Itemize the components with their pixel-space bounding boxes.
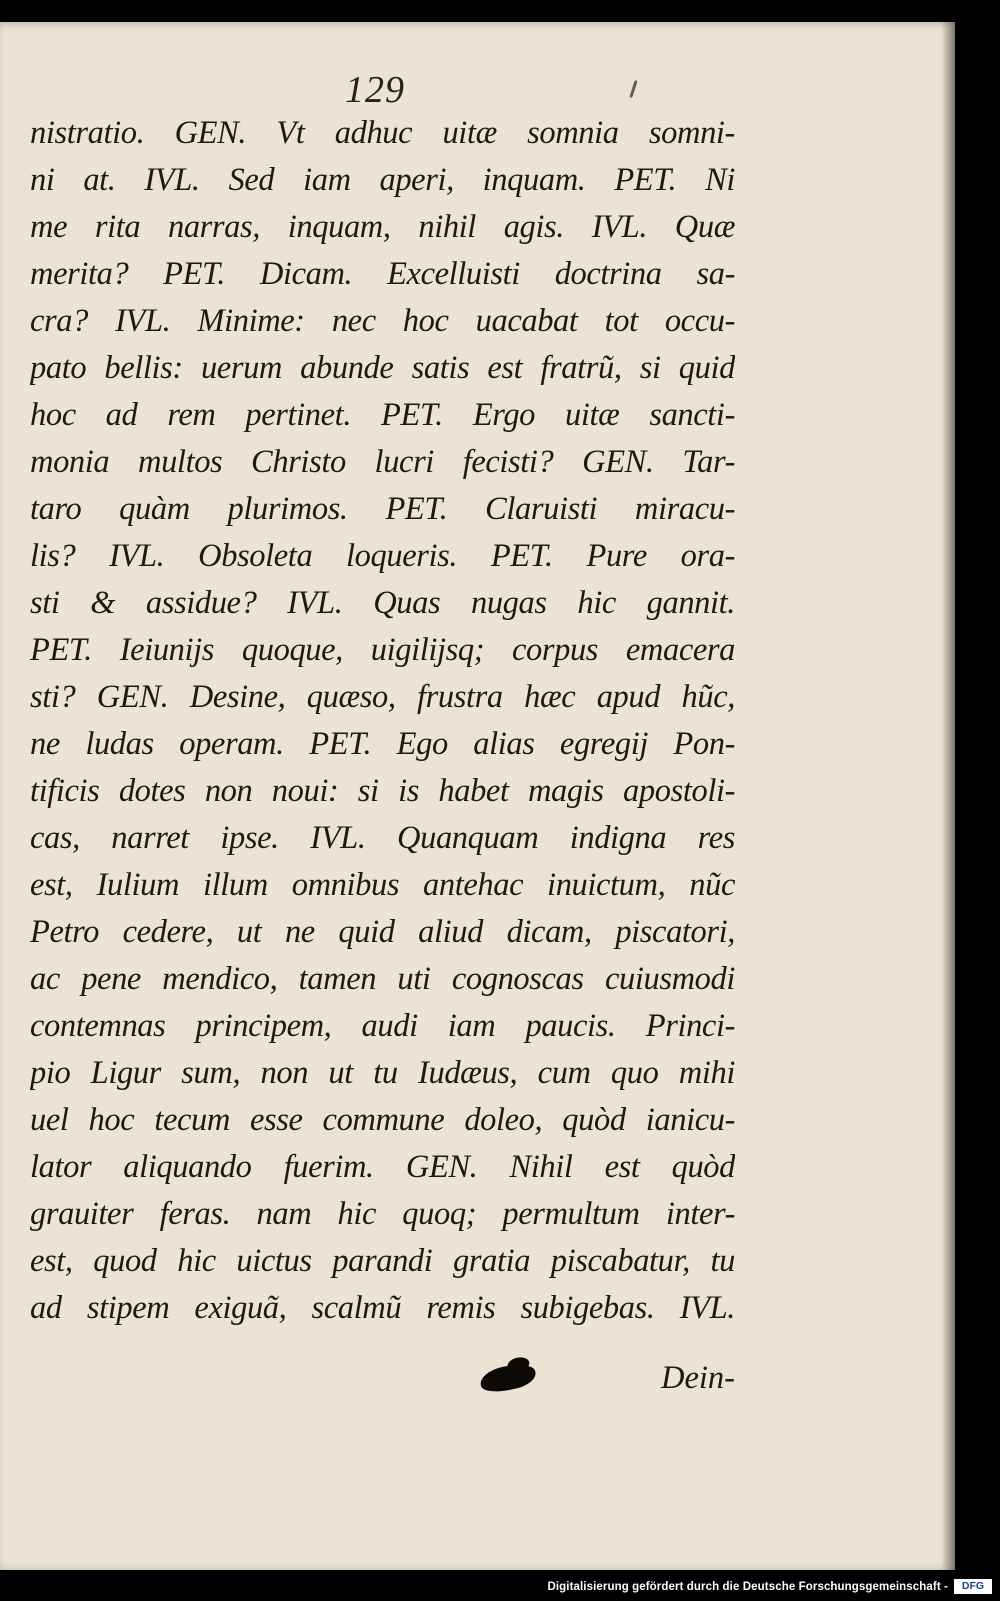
dfg-logo-icon: DFG (954, 1579, 992, 1594)
text-line: contemnas principem, audi iam paucis. Princi- (30, 1008, 735, 1044)
text-line: lis? IVL. Obsoleta loqueris. PET. Pure ora- (30, 538, 735, 574)
text-line: ad stipem exiguã, scalmũ remis subigebas. IVL. (30, 1290, 735, 1326)
text-line: pato bellis: uerum abunde satis est fratrũ, si quid (30, 350, 735, 386)
catchword-row (30, 1360, 735, 1410)
text-line: cas, narret ipse. IVL. Quanquam indigna res (30, 820, 735, 856)
pen-stroke-mark (629, 80, 637, 98)
catchword: Dein- (661, 1360, 735, 1396)
text-line: Petro cedere, ut ne quid aliud dicam, piscatori, (30, 914, 735, 950)
text-line: hoc ad rem pertinet. PET. Ergo uitæ sancti- (30, 397, 735, 433)
text-line: sti & assidue? IVL. Quas nugas hic gannit. (30, 585, 735, 621)
text-line: sti? GEN. Desine, quæso, frustra hæc apud hũc, (30, 679, 735, 715)
footer-bar (0, 1570, 1000, 1601)
text-line: me rita narras, inquam, nihil agis. IVL. Quæ (30, 209, 735, 245)
book-page (0, 22, 955, 1570)
text-line: taro quàm plurimos. PET. Claruisti miracu- (30, 491, 735, 527)
text-line: grauiter feras. nam hic quoq; permultum inter- (30, 1196, 735, 1232)
text-line: ne ludas operam. PET. Ego alias egregij Pon- (30, 726, 735, 762)
page-number: 129 (345, 69, 405, 111)
text-line: PET. Ieiunijs quoque, uigilijsq; corpus emacera (30, 632, 735, 668)
text-line: tificis dotes non noui: si is habet magis apostoli- (30, 773, 735, 809)
text-line: ac pene mendico, tamen uti cognoscas cuiusmodi (30, 961, 735, 997)
text-line: nistratio. GEN. Vt adhuc uitæ somnia somni- (30, 115, 735, 151)
text-line: monia multos Christo lucri fecisti? GEN. Tar- (30, 444, 735, 480)
text-line: merita? PET. Dicam. Excelluisti doctrina sa- (30, 256, 735, 292)
text-line: uel hoc tecum esse commune doleo, quòd ianicu- (30, 1102, 735, 1138)
text-line: cra? IVL. Minime: nec hoc uacabat tot occu- (30, 303, 735, 339)
text-line: est, Iulium illum omnibus antehac inuictum, nũc (30, 867, 735, 903)
text-line: est, quod hic uictus parandi gratia piscabatur, tu (30, 1243, 735, 1279)
text-line: pio Ligur sum, non ut tu Iudæus, cum quo mihi (30, 1055, 735, 1091)
text-line: ni at. IVL. Sed iam aperi, inquam. PET. Ni (30, 162, 735, 198)
digitization-credit: Digitalisierung gefördert durch die Deutsche Forschungsgemeinschaft - (547, 1581, 948, 1593)
page-edge-shadow (941, 22, 955, 1570)
text-block (30, 110, 735, 1332)
text-line: lator aliquando fuerim. GEN. Nihil est quòd (30, 1149, 735, 1185)
